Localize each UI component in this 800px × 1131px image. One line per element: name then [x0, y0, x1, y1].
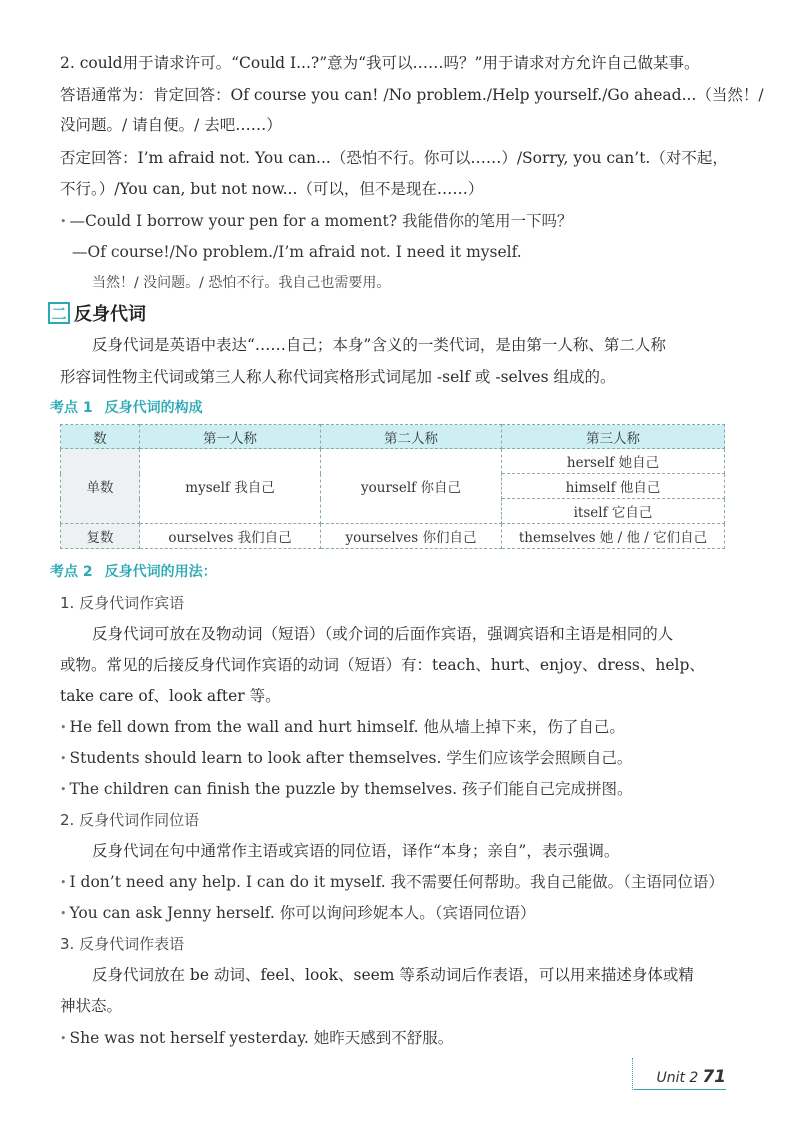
- intro-paragraph-line-1: 反身代词是英语中表达“……自己；本身”含义的一类代词，是由第一人称、第二人称: [92, 336, 666, 354]
- kaodian-2-title: 反身代词的用法：: [104, 564, 217, 580]
- table-row-plural: [61, 524, 725, 549]
- answer-positive-translation: 没问题。/ 请自便。/ 去吧……）: [60, 116, 282, 134]
- third-person-singular-herself: herself 她自己: [502, 449, 725, 474]
- usage-2-example-1: • I don’t need any help. I can do it myself. 我不需要任何帮助。我自己能做。（主语同位语）: [60, 871, 724, 895]
- dialog-answer: —Of course!/No problem./I’m afraid not. I need it myself.: [72, 243, 522, 261]
- answer-negative-line: 否定回答：I’m afraid not. You can...（恐怕不行。你可以……）/Sorry, you can’t.（对不起，: [60, 149, 728, 167]
- could-rule-line: 2. could用于请求许可。“Could I...?”意为“我可以……吗？”用于请求对方允许自己做某事。: [60, 54, 700, 72]
- dialog-answer-translation: 当然！/ 没问题。/ 恐怕不行。我自己也需要用。: [92, 275, 391, 291]
- footer-underline: [634, 1089, 726, 1090]
- kaodian-2-heading: [50, 561, 217, 581]
- usage-3-paragraph-1: 反身代词放在 be 动词、feel、look、seem 等系动词后作表语，可以用来描述身体或精: [92, 966, 694, 984]
- usage-2-example-2: • You can ask Jenny herself. 你可以询问珍妮本人。（宾语同位语）: [60, 902, 535, 926]
- page-footer: [656, 1067, 726, 1087]
- usage-2-heading: 2. 反身代词作同位语: [60, 811, 200, 829]
- usage-3-example-1: • She was not herself yesterday. 她昨天感到不舒服。: [60, 1027, 453, 1051]
- answer-negative-translation: 不行。）/You can, but not now...（可以，但不是现在……）: [60, 180, 484, 198]
- second-person-plural: yourselves 你们自己: [321, 524, 502, 549]
- kaodian-1-title: 反身代词的构成: [104, 400, 203, 416]
- section-title: 反身代词: [74, 304, 146, 325]
- third-person-singular-itself: itself 它自己: [502, 499, 725, 524]
- footer-unit: Unit 2: [656, 1070, 699, 1086]
- table-header-row: [61, 425, 725, 449]
- third-person-plural: themselves 她 / 他 / 它们自己: [502, 524, 725, 549]
- header-first-person: 第一人称: [140, 425, 321, 449]
- intro-paragraph-line-2: 形容词性物主代词或第三人称人称代词宾格形式词尾加 -self 或 -selves 组成的。: [60, 368, 616, 386]
- section-number-box: 二: [48, 302, 70, 324]
- singular-label: 单数: [61, 449, 140, 524]
- first-person-plural: ourselves 我们自己: [140, 524, 321, 549]
- usage-3-heading: 3. 反身代词作表语: [60, 935, 185, 953]
- dialog-question: • —Could I borrow your pen for a moment? 我能借你的笔用一下吗？: [60, 210, 572, 234]
- kaodian-1-number: 考点 1: [50, 400, 93, 416]
- answer-positive-line: 答语通常为：肯定回答：Of course you can! /No problem./Help yourself./Go ahead...（当然！/: [60, 86, 764, 104]
- header-second-person: 第二人称: [321, 425, 502, 449]
- kaodian-1-heading: [50, 397, 203, 417]
- third-person-singular-himself: himself 他自己: [502, 474, 725, 499]
- usage-1-heading: 1. 反身代词作宾语: [60, 594, 185, 612]
- usage-1-paragraph-2: 或物。常见的后接反身代词作宾语的动词（短语）有：teach、hurt、enjoy、dress、help、: [60, 656, 705, 674]
- reflexive-pronoun-table: [60, 424, 725, 549]
- usage-1-example-2: • Students should learn to look after themselves. 学生们应该学会照顾自己。: [60, 747, 632, 771]
- usage-1-paragraph-3: take care of、look after 等。: [60, 687, 281, 705]
- header-number: 数: [61, 425, 140, 449]
- usage-1-example-1: • He fell down from the wall and hurt himself. 他从墙上掉下来，伤了自己。: [60, 716, 625, 740]
- kaodian-2-number: 考点 2: [50, 564, 93, 580]
- usage-3-paragraph-2: 神状态。: [60, 997, 123, 1015]
- page-number: 71: [702, 1067, 726, 1087]
- footer-divider: [632, 1058, 633, 1090]
- table-row-singular-1: [61, 449, 725, 474]
- usage-2-paragraph: 反身代词在句中通常作主语或宾语的同位语，译作“本身；亲自”，表示强调。: [92, 842, 620, 860]
- section-heading: [48, 300, 146, 326]
- usage-1-example-3: • The children can finish the puzzle by themselves. 孩子们能自己完成拼图。: [60, 778, 633, 802]
- plural-label: 复数: [61, 524, 140, 549]
- second-person-singular: yourself 你自己: [321, 449, 502, 524]
- header-third-person: 第三人称: [502, 425, 725, 449]
- first-person-singular: myself 我自己: [140, 449, 321, 524]
- usage-1-paragraph-1: 反身代词可放在及物动词（短语）（或介词的后面作宾语，强调宾语和主语是相同的人: [92, 625, 674, 643]
